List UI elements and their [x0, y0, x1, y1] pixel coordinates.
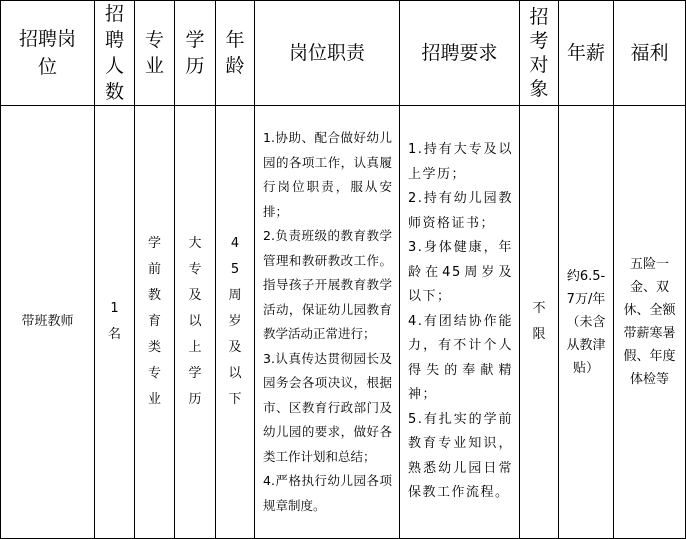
- cell-benefits: 五险一金、双休、全额带薪寒暑假、年度体检等: [614, 106, 686, 539]
- header-count: 招聘人数: [95, 1, 135, 106]
- header-position: 招聘岗位: [1, 1, 95, 106]
- cell-requirements: [400, 106, 520, 539]
- header-age: 年龄: [216, 1, 255, 106]
- requirement-item: 3.身体健康，年龄在45周岁及以下；: [408, 240, 513, 305]
- header-salary: 年薪: [559, 1, 614, 106]
- header-major: 专业: [135, 1, 175, 106]
- cell-duties: [255, 106, 400, 539]
- header-duties: 岗位职责: [255, 1, 400, 106]
- header-benefits: 福利: [614, 1, 686, 106]
- cell-salary: 约6.5-7万/年（未含从教津贴）: [559, 106, 614, 539]
- cell-position: 带班教师: [1, 106, 95, 539]
- table-row: [1, 106, 686, 539]
- header-education: 学历: [175, 1, 216, 106]
- header-row: [1, 1, 686, 106]
- cell-age: 45周岁及以下: [216, 106, 255, 539]
- duty-item: 4.严格执行幼儿园各项规章制度。: [263, 473, 392, 513]
- requirement-item: 5.有扎实的学前教育专业知识，熟悉幼儿园日常保教工作流程。: [408, 411, 513, 501]
- requirement-item: 4.有团结协作能力，有不计个人得失的奉献精神；: [408, 313, 513, 403]
- duty-item: 1.协助、配合做好幼儿园的各项工作，认真履行岗位职责，服从安排；: [263, 130, 392, 219]
- duty-item: 2.负责班级的教育教学管理和教研教改工作。指导孩子开展教育教学活动，保证幼儿园教育教学活动正常进行；: [263, 228, 392, 341]
- cell-target: 不限: [520, 106, 559, 539]
- header-requirements: 招聘要求: [400, 1, 520, 106]
- requirement-item: 1.持有大专及以上学历；: [408, 142, 513, 182]
- requirement-item: 2.持有幼儿园教师资格证书；: [408, 191, 513, 231]
- cell-major: 学前教育类专业: [135, 106, 175, 539]
- duty-item: 3.认真传达贯彻园长及园务会各项决议，根据市、区教育行政部门及幼儿园的要求，做好各类工作计划和总结；: [263, 350, 392, 464]
- cell-education: 大专及以上学历: [175, 106, 216, 539]
- header-target: 招考对象: [520, 1, 559, 106]
- cell-count: 1名: [95, 106, 135, 539]
